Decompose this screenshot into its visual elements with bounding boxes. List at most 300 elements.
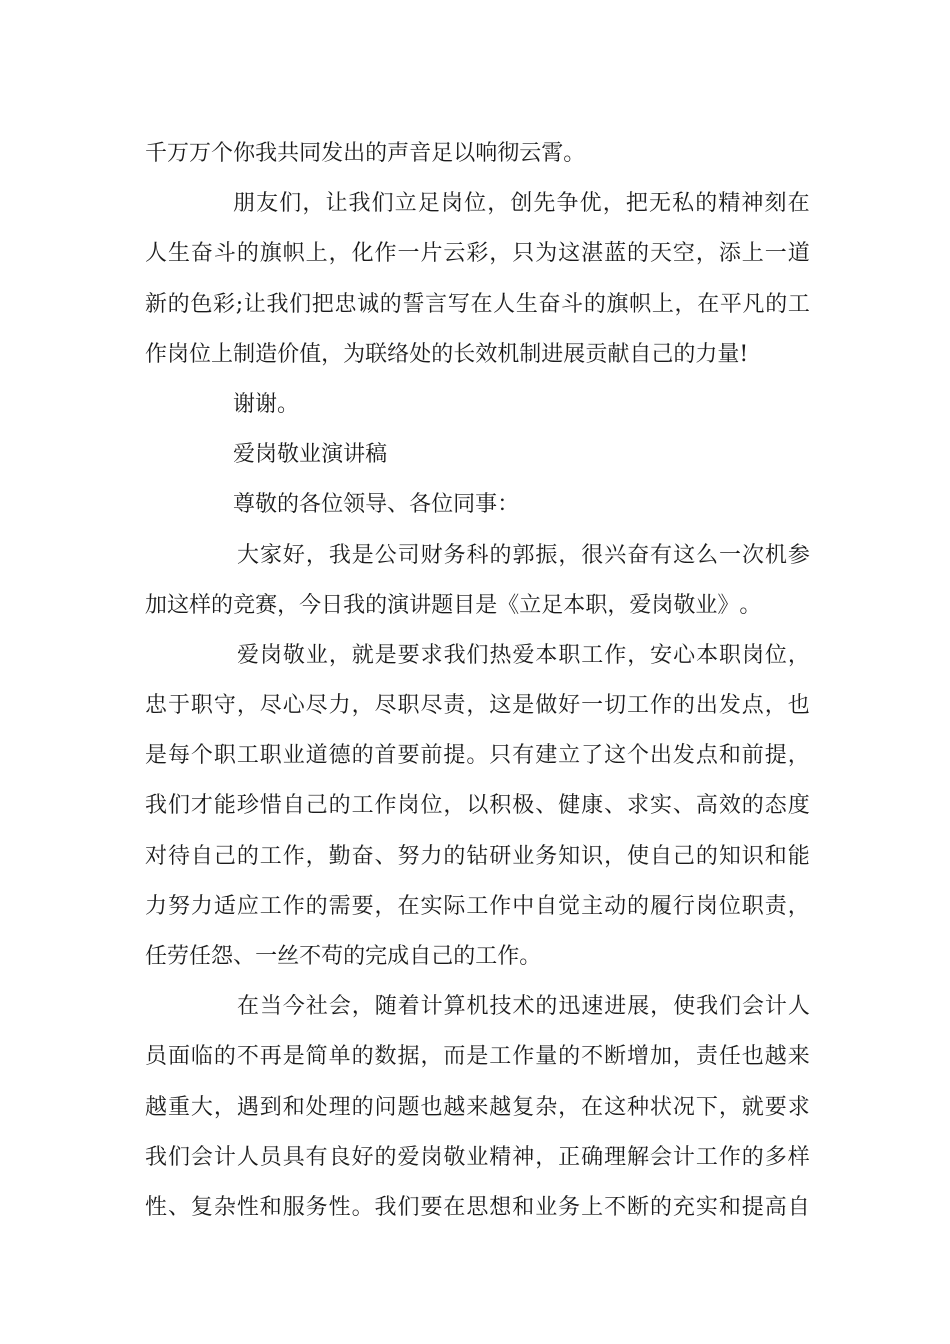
text-char: 责 [695, 1044, 718, 1070]
text-char: ， [787, 642, 810, 668]
text-char: 职 [741, 893, 764, 919]
text-char: ; [235, 291, 244, 317]
text-char: 成 [387, 944, 410, 969]
text-char: 先 [533, 191, 556, 217]
text-char: 爱 [397, 1144, 420, 1170]
text-char: 的 [431, 341, 454, 367]
text-char: 一 [719, 542, 742, 568]
text-char: 不 [581, 1044, 604, 1070]
text-char: 今 [299, 592, 322, 618]
text-char: 的 [305, 893, 328, 919]
text-char: 们 [397, 1194, 420, 1220]
text-char: 生 [515, 291, 538, 317]
text-char: 计 [420, 994, 443, 1020]
text-char: 具 [282, 1144, 305, 1170]
text-char: 家 [259, 542, 282, 568]
text-char: 的 [695, 843, 718, 869]
text-char: 在 [470, 291, 493, 317]
text-char: 能 [213, 793, 236, 819]
text-line [145, 1183, 810, 1233]
text-char: 创 [510, 191, 533, 217]
text-char: 的 [277, 492, 300, 518]
text-char: 己 [431, 944, 454, 969]
text-char: 、 [672, 793, 695, 819]
text-char: 适 [213, 893, 236, 919]
text-char: 和 [718, 743, 741, 769]
text-char: 制 [233, 341, 256, 367]
text-char: 上 [305, 241, 328, 267]
text-char: ， [627, 642, 650, 668]
text-line [145, 480, 810, 530]
text-char: 这 [604, 1094, 627, 1120]
text-char: 尽 [374, 693, 397, 719]
text-char: 正 [558, 1144, 581, 1170]
text-char: 的 [211, 592, 234, 618]
text-char: 凡 [742, 291, 765, 317]
text-char: 待 [167, 843, 190, 869]
text-char: 使 [673, 994, 696, 1020]
text-char: 尽 [259, 693, 282, 719]
text-char: 目 [453, 592, 476, 618]
text-char: 再 [259, 1044, 282, 1070]
text-char: 要 [351, 893, 374, 919]
text-char: 实 [695, 1194, 718, 1220]
text-char: 能 [787, 843, 810, 869]
text-char: 展 [627, 994, 650, 1020]
text-char: 状 [649, 1094, 672, 1120]
text-char: 爱 [237, 642, 260, 668]
text-char: 这 [489, 693, 512, 719]
text-char: 刻 [764, 191, 787, 217]
text-char: 机 [466, 994, 489, 1020]
text-char: 的 [583, 291, 606, 317]
text-char: 们 [167, 793, 190, 819]
text-char: 诚 [357, 291, 380, 317]
text-char: 康 [581, 793, 604, 819]
text-char: 神 [741, 191, 764, 217]
text-char: 每 [167, 743, 190, 769]
text-char: 人 [787, 994, 810, 1020]
text-char: 们 [279, 191, 302, 217]
text-char: 大 [237, 542, 260, 568]
text-char: 出 [695, 693, 718, 719]
text-char: 任 [718, 1044, 741, 1070]
text-char: 络 [387, 341, 410, 367]
text-char: 业 [282, 743, 305, 769]
text-line [145, 1032, 810, 1082]
text-char: 珍 [236, 793, 259, 819]
text-char: 你 [233, 141, 256, 166]
text-char: 业 [695, 592, 718, 618]
text-char: 作 [512, 1044, 535, 1070]
text-char: 员 [145, 1044, 168, 1070]
text-char: 敬 [673, 592, 696, 618]
text-char: 出 [343, 141, 366, 166]
text-char: 讲 [343, 442, 366, 468]
text-char: 的 [236, 843, 259, 869]
text-char: 奋 [351, 843, 374, 869]
text-char: 敬 [277, 442, 300, 468]
text-line [145, 681, 810, 731]
text-char: 提 [764, 743, 787, 769]
text-char: 业 [512, 843, 535, 869]
text-char: 力 [328, 693, 351, 719]
text-char: 和 [259, 1194, 282, 1220]
text-char: 争 [556, 191, 579, 217]
text-char: 处 [305, 1094, 328, 1120]
text-char: 新 [145, 291, 168, 317]
text-char: 的 [558, 1044, 581, 1070]
text-char: 参 [787, 542, 810, 568]
text-char: 多 [764, 1144, 787, 1170]
text-char: 切 [604, 693, 627, 719]
text-char: 的 [627, 241, 650, 267]
text-char: 化 [351, 241, 374, 267]
text-char: 只 [512, 241, 535, 267]
text-char: 机 [497, 341, 520, 367]
text-char: 了 [581, 743, 604, 769]
text-char: 振 [535, 542, 558, 568]
text-char: 的 [489, 542, 512, 568]
text-char: 简 [305, 1044, 328, 1070]
text-char: 一 [397, 241, 420, 267]
text-char: 业 [535, 1194, 558, 1220]
text-char: 赛 [255, 592, 278, 618]
text-char: 这 [558, 241, 581, 267]
text-char: 点 [695, 743, 718, 769]
text-char: 做 [535, 693, 558, 719]
text-char: 日 [321, 592, 344, 618]
text-char: 、 [387, 492, 410, 518]
text-char: 作 [604, 642, 627, 668]
text-char: 谢 [233, 391, 256, 417]
text-char: 迅 [558, 994, 581, 1020]
text-char: 劳 [167, 944, 190, 969]
text-char: 在 [581, 1094, 604, 1120]
text-char: 是 [145, 743, 168, 769]
text-char: 在 [697, 291, 720, 317]
text-char: 讲 [409, 592, 432, 618]
text-char: 好 [282, 542, 305, 568]
text-char: 杂 [535, 1094, 558, 1120]
text-char: 财 [420, 542, 443, 568]
text-char: 良 [328, 1144, 351, 1170]
text-char: 、 [374, 843, 397, 869]
text-char: 要 [420, 1194, 443, 1220]
text-line [145, 531, 810, 581]
text-char: 斗 [213, 241, 236, 267]
text-char: 《 [497, 592, 520, 618]
text-char: 岗 [397, 793, 420, 819]
text-char: 事 [475, 492, 498, 518]
text-char: 郭 [512, 542, 535, 568]
text-char: 有 [650, 542, 673, 568]
text-char: 工 [259, 843, 282, 869]
text-char: 工 [695, 1144, 718, 1170]
text-char: 的 [236, 241, 259, 267]
text-char: 让 [325, 191, 348, 217]
text-char: 是 [512, 693, 535, 719]
text-char: 极 [512, 793, 535, 819]
text-char: 越 [145, 1094, 168, 1120]
text-char: 的 [167, 291, 190, 317]
text-char: 点 [741, 693, 764, 719]
text-char: 云 [519, 141, 542, 166]
text-char: 工 [787, 291, 810, 317]
text-char: 守 [213, 693, 236, 719]
text-char: 》 [717, 592, 740, 618]
text-char: 好 [558, 693, 581, 719]
text-char: 声 [387, 141, 410, 166]
text-char: 片 [420, 241, 443, 267]
text-char: ： [497, 492, 520, 518]
text-char: 这 [604, 743, 627, 769]
text-char: 私 [672, 191, 695, 217]
text-char: 理 [328, 1094, 351, 1120]
text-char: 出 [649, 743, 672, 769]
text-char: 人 [493, 291, 516, 317]
text-char: 把 [625, 191, 648, 217]
text-char: 高 [695, 793, 718, 819]
text-char: 自 [629, 341, 652, 367]
text-char: 立 [558, 743, 581, 769]
text-char: 和 [512, 1194, 535, 1220]
text-char: 敬 [255, 492, 278, 518]
text-char: 不 [299, 944, 322, 969]
text-char: 自 [282, 793, 305, 819]
text-char: 识 [581, 843, 604, 869]
text-char: 位 [718, 893, 741, 919]
text-char: 位 [464, 191, 487, 217]
text-char: 提 [443, 743, 466, 769]
text-char: ， [302, 191, 325, 217]
text-char: 实 [420, 893, 443, 919]
text-char: 据 [397, 1044, 420, 1070]
text-char: 爱 [629, 592, 652, 618]
text-char: 的 [443, 843, 466, 869]
text-char: 努 [167, 893, 190, 919]
text-char: 个 [211, 141, 234, 166]
text-char: 共 [277, 141, 300, 166]
text-char: 是 [374, 642, 397, 668]
text-char: 着 [397, 994, 420, 1020]
text-char: 很 [581, 542, 604, 568]
text-char: 只 [489, 743, 512, 769]
text-char: 安 [650, 642, 673, 668]
text-char: 自 [649, 843, 672, 869]
text-char: 钻 [466, 843, 489, 869]
text-char: 上 [651, 291, 674, 317]
text-char: 空 [672, 241, 695, 267]
text-char: 应 [236, 893, 259, 919]
text-char: 谢 [255, 391, 278, 417]
text-char: 工 [259, 893, 282, 919]
text-char: 计 [764, 994, 787, 1020]
text-char: 样 [787, 1144, 810, 1170]
text-char: 己 [305, 793, 328, 819]
text-char: 为 [343, 341, 366, 367]
text-char: 识 [741, 843, 764, 869]
text-char: 们 [466, 642, 489, 668]
text-line [145, 1083, 810, 1133]
text-char: 来 [787, 1044, 810, 1070]
text-char: 己 [672, 843, 695, 869]
text-char: 今 [282, 994, 305, 1020]
text-char: 的 [695, 191, 718, 217]
text-char: 工 [489, 1044, 512, 1070]
text-char: 勤 [328, 843, 351, 869]
text-char: 量 [717, 341, 740, 367]
text-char: 建 [535, 743, 558, 769]
text-char: 越 [443, 1094, 466, 1120]
text-char: 岗 [695, 893, 718, 919]
text-char: 蓝 [604, 241, 627, 267]
text-char: 平 [719, 291, 742, 317]
text-char: 在 [443, 1194, 466, 1220]
text-char: 发 [321, 141, 344, 166]
text-char: 热 [489, 642, 512, 668]
document-body [145, 129, 810, 1233]
text-char: 敬 [443, 1144, 466, 1170]
text-char: 让 [243, 291, 266, 317]
text-char: 到 [259, 1094, 282, 1120]
text-char: 加 [649, 1044, 672, 1070]
text-char: 斗 [561, 291, 584, 317]
text-char: 旗 [259, 241, 282, 267]
text-char: 面 [167, 1044, 190, 1070]
text-char: 务 [535, 843, 558, 869]
text-char: ， [213, 1094, 236, 1120]
text-char: 是 [351, 542, 374, 568]
text-line [145, 229, 810, 279]
text-char: 和 [718, 1194, 741, 1220]
text-char: 的 [453, 944, 476, 969]
text-line [145, 832, 810, 882]
text-char: 我 [145, 1144, 168, 1170]
text-char: 性 [236, 1194, 259, 1220]
text-char: 有 [512, 743, 535, 769]
text-char: 解 [627, 1144, 650, 1170]
text-line [145, 982, 810, 1032]
text-char: 一 [581, 693, 604, 719]
text-char: 才 [190, 793, 213, 819]
text-char: 复 [190, 1194, 213, 1220]
text-char: 断 [627, 1194, 650, 1220]
text-char: 朋 [233, 191, 256, 217]
text-char: 、 [233, 944, 256, 969]
text-char: 苟 [321, 944, 344, 969]
text-char: ， [443, 793, 466, 819]
text-char: 的 [741, 1144, 764, 1170]
text-char: 社 [305, 994, 328, 1020]
text-char: 术 [512, 994, 535, 1020]
text-char: 领 [343, 492, 366, 518]
text-char: 以 [453, 141, 476, 166]
text-char: 大 [190, 1094, 213, 1120]
text-char: 单 [328, 1044, 351, 1070]
text-char: 来 [466, 1094, 489, 1120]
text-char: 的 [379, 291, 402, 317]
text-char: 自 [787, 1194, 810, 1220]
text-char: 工 [627, 693, 650, 719]
text-char: 我 [443, 642, 466, 668]
text-char: 求 [787, 1094, 810, 1120]
text-char: 的 [343, 944, 366, 969]
text-char: 奋 [538, 291, 561, 317]
text-char: 作 [374, 793, 397, 819]
text-char: 科 [466, 542, 489, 568]
text-char: 断 [604, 1044, 627, 1070]
text-char: 度 [787, 793, 810, 819]
text-char: 人 [145, 241, 168, 267]
text-char: 千 [145, 141, 168, 166]
text-char: 位 [764, 642, 787, 668]
text-char: 足 [417, 191, 440, 217]
text-char: 誓 [402, 291, 425, 317]
text-char: ! [739, 341, 749, 367]
text-char: 发 [718, 693, 741, 719]
text-char: 音 [409, 141, 432, 166]
text-char: 而 [443, 1044, 466, 1070]
text-char: 爱 [512, 642, 535, 668]
text-char: 进 [604, 994, 627, 1020]
text-char: 本 [535, 642, 558, 668]
text-char: 制 [519, 341, 542, 367]
text-char: 岗 [440, 191, 463, 217]
text-char: 上 [211, 341, 234, 367]
text-char: 于 [167, 693, 190, 719]
text-char: 的 [649, 1194, 672, 1220]
text-char: 自 [409, 944, 432, 969]
text-char: 确 [581, 1144, 604, 1170]
text-char: 速 [581, 994, 604, 1020]
text-char: 无 [648, 191, 671, 217]
text-char: 尊 [233, 492, 256, 518]
text-char: 要 [397, 642, 420, 668]
text-char: 位 [420, 793, 443, 819]
text-char: 敬 [282, 642, 305, 668]
text-char: 万 [167, 141, 190, 166]
text-line [145, 129, 810, 179]
text-line [145, 179, 810, 229]
text-char: 复 [512, 1094, 535, 1120]
text-char: 竞 [233, 592, 256, 618]
text-char: 任 [145, 944, 168, 969]
text-char: 万 [189, 141, 212, 166]
text-char: 当 [259, 994, 282, 1020]
text-char: 人 [236, 1144, 259, 1170]
text-char: 各 [299, 492, 322, 518]
text-char: 忠 [145, 693, 168, 719]
text-char: 这 [673, 542, 696, 568]
text-char: 言 [425, 291, 448, 317]
text-char: 遇 [236, 1094, 259, 1120]
text-char: 么 [696, 542, 719, 568]
text-char: 演 [321, 442, 344, 468]
text-char: 贡 [585, 341, 608, 367]
text-char: 业 [299, 442, 322, 468]
text-char: 上 [741, 241, 764, 267]
text-char: ， [328, 241, 351, 267]
text-line [145, 1133, 810, 1183]
text-char: ， [787, 743, 810, 769]
text-char: 的 [213, 1044, 236, 1070]
text-line [145, 882, 810, 932]
text-char: 业 [466, 1144, 489, 1170]
text-char: 履 [649, 893, 672, 919]
text-char: 。 [351, 1194, 374, 1220]
text-char: 力 [695, 341, 718, 367]
